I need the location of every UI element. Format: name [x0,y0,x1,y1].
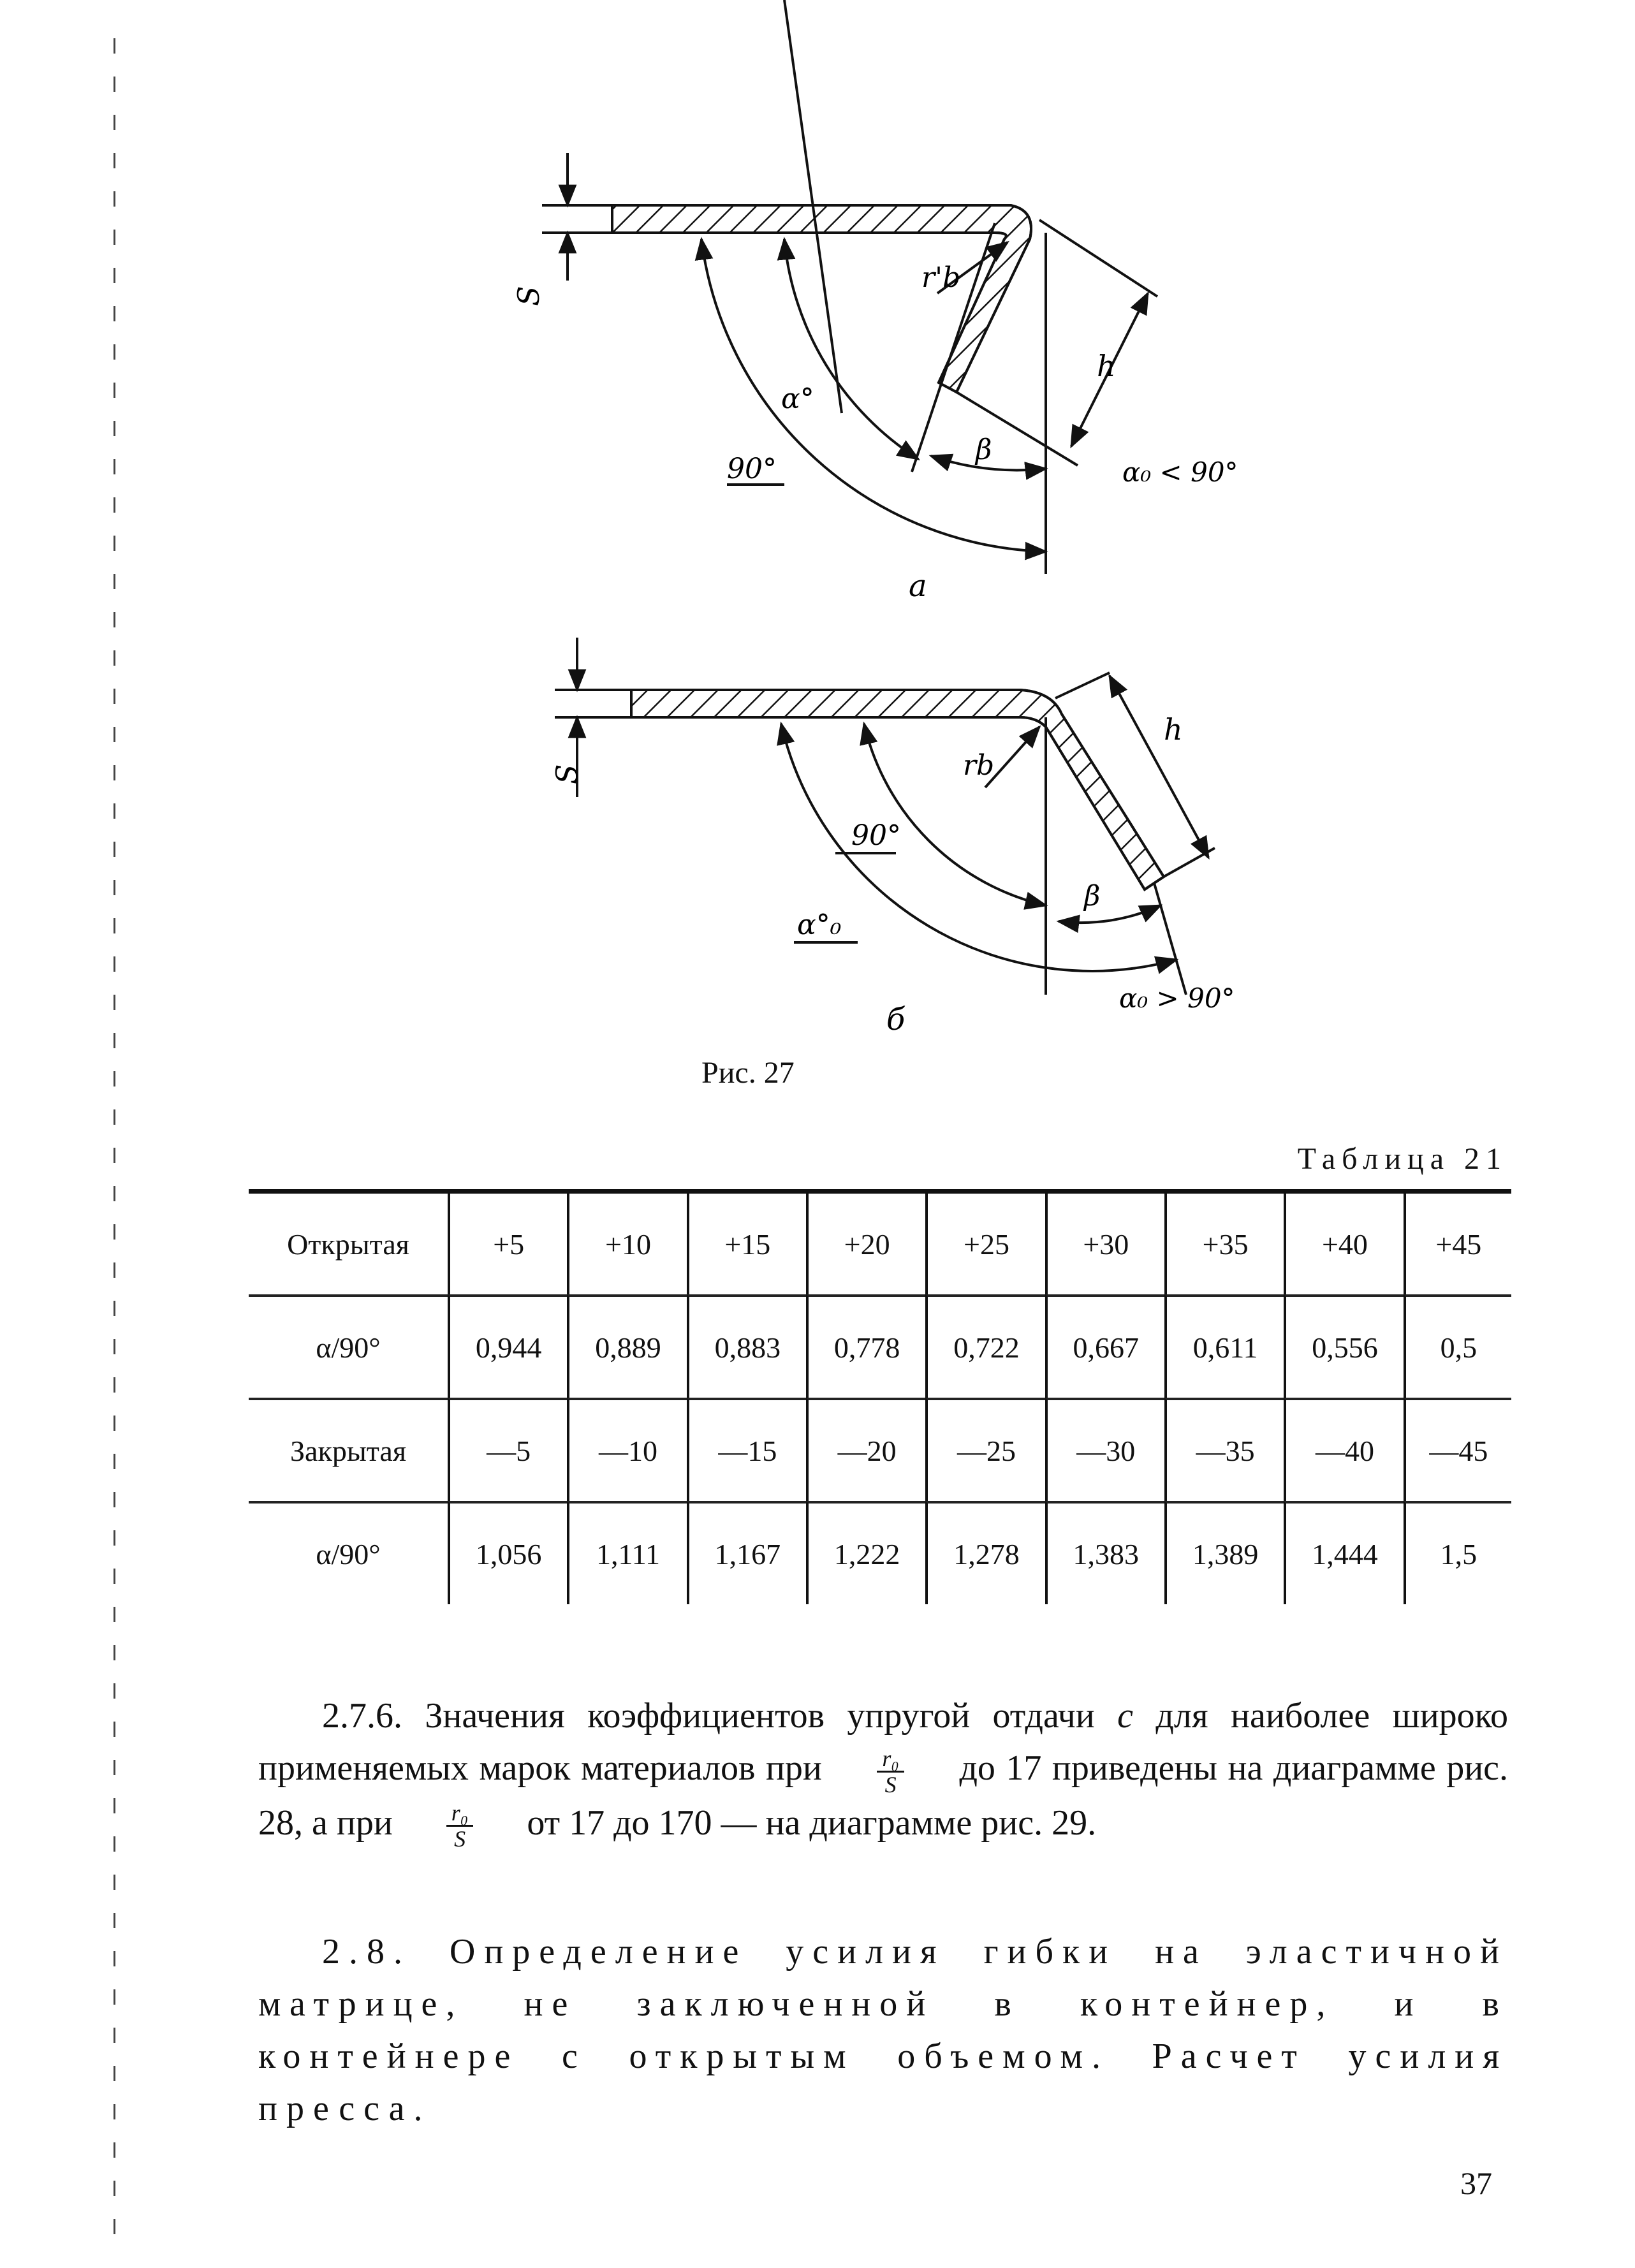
table-cell: 0,778 [806,1294,925,1398]
row-label: α/90° [249,1294,448,1398]
table-cell: 0,883 [687,1294,806,1398]
table-cell: 1,389 [1164,1501,1284,1604]
fig-b-90-label: 90° [851,819,901,852]
p1-part-b: для наиболее широко применяемых марок материалов при [258,1696,1509,1788]
figure-caption: Рис. 27 [701,1056,795,1090]
table-cell: 0,722 [925,1294,1045,1398]
fraction-r0-s-1: $\frac{\text{r₀}}{S}$ [877,1746,904,1797]
table-cell: 0,5 [1404,1294,1511,1398]
table-cell: 1,383 [1045,1501,1164,1604]
subfigure-a [542,0,1157,574]
table-cell: 1,167 [687,1501,806,1604]
table-cell: —35 [1164,1398,1284,1501]
fig-a-r-label: r'b [921,261,961,294]
table-cell: 1,5 [1404,1501,1511,1604]
table-cell: +40 [1284,1194,1403,1294]
row-label: Открытая [287,1227,409,1261]
table-cell: +35 [1164,1194,1284,1294]
p1-part-e: от 17 до 170 — на диаграмме рис. 29. [527,1803,1097,1843]
row-label: Закрытая [249,1398,448,1501]
p1-part-d: до 17 приведены на диаграмме рис. 28, а при [258,1748,1509,1843]
paragraph-2-8 [258,1926,1508,2135]
table-title: Таблица 21 [1297,1142,1507,1176]
table-cell: 0,667 [1045,1294,1164,1398]
p1-coef-c: c [1117,1696,1134,1736]
table-cell: 1,111 [567,1501,686,1604]
fig-a-alpha-label: α° [781,383,814,415]
page-number: 37 [1460,2165,1492,2201]
table-cell: 0,556 [1284,1294,1403,1398]
table-cell: —45 [1404,1398,1511,1501]
fig-a-h-label: h [1097,349,1116,383]
table-row [249,1194,1511,1294]
table-cell: —5 [448,1398,567,1501]
fraction-r0-s-2: $\frac{\text{r₀}}{S}$ [446,1801,474,1851]
table-cell: +5 [448,1194,567,1294]
subfig-a-label: a [909,568,927,604]
table-cell: +30 [1045,1194,1164,1294]
fig-a-condition: α₀ < 90° [1122,457,1238,488]
fig-b-h-label: h [1164,712,1183,747]
p1-part-a: 2.7.6. Значения коэффициентов упругой отдачи [322,1696,1095,1736]
table-cell: 0,611 [1164,1294,1284,1398]
table-cell: —25 [925,1398,1045,1501]
table-cell: —20 [806,1398,925,1501]
table-row [249,1398,1511,1501]
springback-table [249,1189,1511,1604]
fig-a-beta-label: β [976,434,992,466]
table-cell: +20 [806,1194,925,1294]
table-cell: —30 [1045,1398,1164,1501]
table-cell: 1,444 [1284,1501,1403,1604]
table-cell: 1,056 [448,1501,567,1604]
subfigure-b [555,638,1215,995]
table-cell: +25 [925,1194,1045,1294]
fig-a-s-label: S [511,286,546,306]
fig-a-90-label: 90° [727,453,777,485]
table-row [249,1501,1511,1604]
table-row [249,1294,1511,1398]
table-cell: 0,889 [567,1294,686,1398]
row-label: α/90° [249,1501,448,1604]
p2-text: 2.8. Определение усилия гибки на эластичной матрице, не заключенной в контейнер, и в контейнере с открытым объемом. Расчет усилия пресса. [258,1932,1508,2128]
table-cell: 0,944 [448,1294,567,1398]
fig-b-r-label: rb [963,749,995,782]
table-cell: —15 [687,1398,806,1501]
table-cell: +15 [687,1194,806,1294]
table-cell: 1,222 [806,1501,925,1604]
subfig-b-label: б [886,1002,905,1037]
fig-b-alpha-label: α°₀ [797,909,842,941]
fig-b-condition: α₀ > 90° [1119,983,1235,1014]
table-cell: 1,278 [925,1501,1045,1604]
table-cell: —10 [567,1398,686,1501]
table-cell: —40 [1284,1398,1403,1501]
table-cell: +45 [1404,1194,1511,1294]
fig-b-s-label: S [550,764,584,784]
paragraph-2-7-6 [258,1690,1508,1851]
table-cell: +10 [567,1194,686,1294]
fig-b-beta-label: β [1084,880,1101,912]
